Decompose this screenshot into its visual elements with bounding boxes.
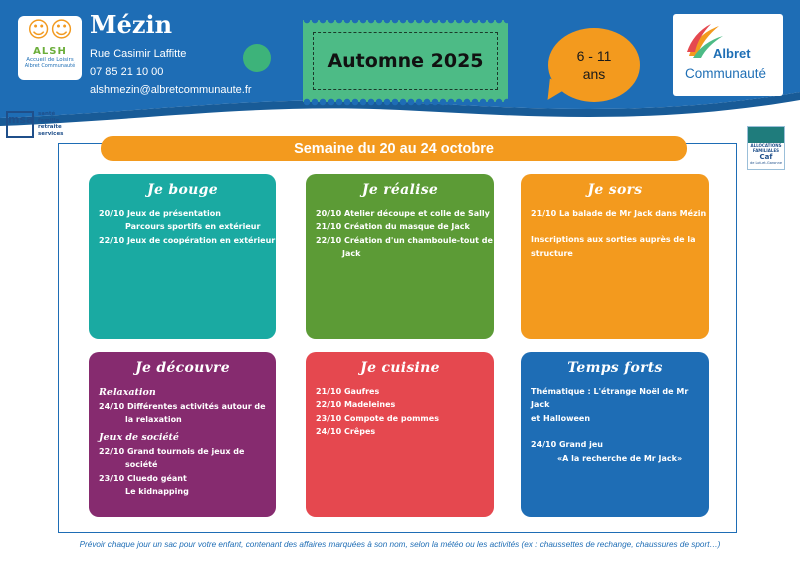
town-name: Mézin (90, 10, 173, 39)
activity-line: 24/10 Grand jeu (531, 440, 603, 450)
alsh-letters: ALSH (33, 46, 67, 57)
activity-line: 20/10 Atelier découpe et colle de Sally (316, 209, 490, 218)
card-body (531, 385, 709, 465)
week-label: Semaine du 20 au 24 octobre (294, 140, 494, 157)
card-body (531, 207, 709, 260)
msa-words: santé famille retraite services (38, 111, 64, 137)
address: Rue Casimir Laffitte (90, 48, 187, 60)
activity-line: 21/10 Gaufres (316, 387, 380, 396)
phone: 07 85 21 10 00 (90, 66, 164, 78)
activity-line: Thématique : L'étrange Noël de Mr Jack (531, 387, 689, 410)
activity-line: 24/10 Crêpes (316, 427, 376, 437)
season-title: Automne 2025 (327, 50, 484, 72)
caf-text-2: Caf (759, 153, 773, 161)
activity-line: société (125, 460, 158, 470)
card-subhead: Relaxation (99, 387, 156, 398)
card-je-realise (306, 174, 494, 339)
activity-line: 22/10 Création d'un chamboule-tout de (316, 235, 493, 245)
activity-line: structure (531, 248, 573, 258)
card-title: Je cuisine (360, 360, 440, 376)
children-icon: ☺☺ (27, 18, 73, 43)
card-body (316, 207, 494, 261)
caf-text-1: ALLOCATIONS FAMILIALES (750, 143, 782, 153)
activity-line: 24/10 Différentes activités autour de (99, 402, 266, 411)
card-temps-forts (521, 352, 709, 517)
card-title: Temps forts (567, 360, 663, 376)
card-title: Je réalise (361, 182, 439, 198)
card-subhead: Jeux de société (99, 431, 179, 443)
card-je-decouvre (89, 352, 276, 517)
card-je-sors (521, 174, 709, 339)
activity-line: 23/10 Cluedo géant (99, 473, 187, 483)
card-title: Je bouge (147, 182, 218, 198)
activity-line: 21/10 Création du masque de Jack (316, 222, 470, 232)
alsh-logo (18, 16, 82, 80)
activity-line: «A la recherche de Mr Jack» (557, 453, 683, 463)
caf-symbol-icon (748, 127, 784, 143)
activity-line: Le kidnapping (125, 487, 189, 497)
card-body (99, 207, 276, 247)
card-title: Je sors (587, 182, 643, 198)
decorative-dot (243, 44, 271, 72)
albret-logo (673, 14, 783, 96)
season-frame (313, 32, 498, 90)
activity-line: Parcours sportifs en extérieur (125, 222, 261, 232)
week-banner (101, 136, 687, 161)
caf-text-3: de Lot-et-Garonne (749, 161, 783, 165)
card-title: Je découvre (135, 360, 230, 376)
age-unit: ans (582, 66, 606, 82)
alsh-subtitle: Accueil de Loisirs (26, 57, 74, 63)
activity-line: et Halloween (531, 413, 591, 423)
msa-box: msa (6, 111, 34, 138)
email: alshmezin@albretcommunaute.fr (90, 84, 252, 96)
card-je-bouge (89, 174, 276, 339)
caf-logo (747, 126, 785, 170)
activity-line: 22/10 Jeux de coopération en extérieur (99, 235, 276, 245)
activity-line: 23/10 Compote de pommes (316, 413, 439, 423)
activity-line: Inscriptions aux sorties auprès de la (531, 235, 696, 245)
activity-line: 22/10 Madeleines (316, 400, 396, 410)
activity-line: 21/10 La balade de Mr Jack dans Mézin (531, 209, 707, 218)
card-body (99, 385, 276, 498)
age-range: 6 - 11 (576, 48, 612, 64)
albret-name: Albret (713, 46, 751, 61)
activity-line: Jack (342, 249, 361, 259)
activity-line: 20/10 Jeux de présentation (99, 209, 221, 218)
albret-name-2: Communauté (685, 66, 767, 81)
contact-block (90, 45, 252, 99)
activity-line: 22/10 Grand tournois de jeux de (99, 446, 245, 456)
activity-line: la relaxation (125, 415, 182, 425)
footer-note: Prévoir chaque jour un sac pour votre enfant, contenant des affaires marquées à son nom, selon la météo ou les activités (ex : chaussettes de rechange, chaussures de sport…) (79, 540, 721, 549)
msa-logo (6, 111, 66, 138)
card-je-cuisine (306, 352, 494, 517)
alsh-subtitle-2: Albret Communauté (24, 63, 76, 69)
age-bubble (548, 28, 640, 102)
card-body (316, 385, 494, 439)
season-tag (303, 20, 508, 102)
